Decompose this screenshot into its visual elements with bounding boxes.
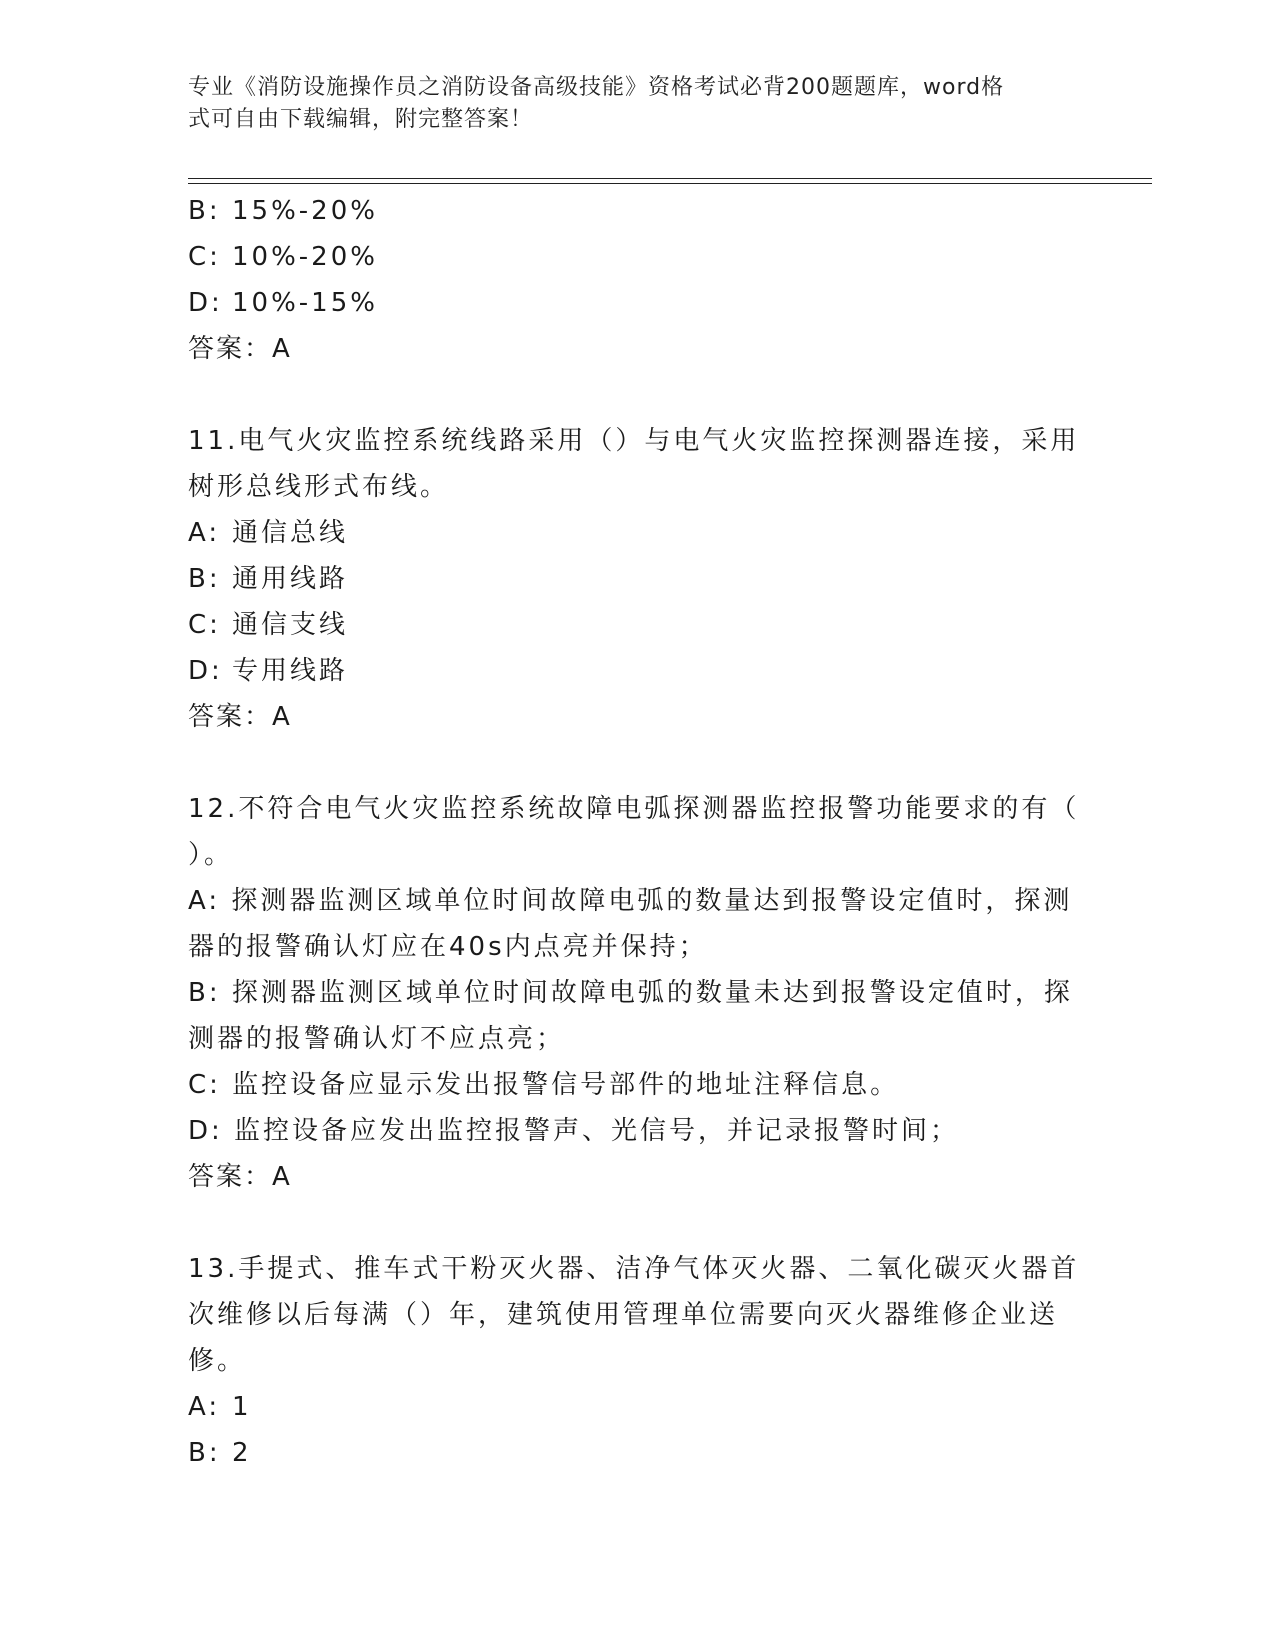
option-text: 专用线路 (232, 656, 349, 686)
option-b (188, 556, 1088, 602)
option-b (188, 188, 1088, 234)
option-letter: A: (188, 518, 221, 548)
option-d: D: 监控设备应发出监控报警声、光信号，并记录报警时间； (188, 1116, 960, 1146)
header-title-line-1: 专业《消防设施操作员之消防设备高级技能》资格考试必背200题题库，word格 (188, 75, 1005, 100)
question-stem: 13.手提式、推车式干粉灭火器、洁净气体灭火器、二氧化碳灭火器首 (188, 1254, 1080, 1284)
question-stem: 12.不符合电气火灾监控系统故障电弧探测器监控报警功能要求的有（ (188, 794, 1080, 824)
option-text: 通信支线 (232, 610, 349, 640)
option-letter: B: (188, 564, 221, 594)
answer-line: 答案：A (188, 702, 292, 732)
question-stem-cont: 修。 (188, 1346, 247, 1376)
option-c (188, 234, 1088, 280)
document-header (188, 72, 1068, 136)
option-a (188, 510, 1088, 556)
option-letter: A: (188, 1392, 221, 1422)
option-letter: B: (188, 1438, 221, 1468)
question-content (188, 188, 1088, 1476)
option-d (188, 648, 1088, 694)
header-rule-bottom (188, 183, 1152, 184)
header-title-line-2: 式可自由下载编辑，附完整答案！ (188, 107, 534, 132)
question-11 (188, 418, 1088, 740)
option-a (188, 1384, 1088, 1430)
option-letter: C: (188, 610, 221, 640)
option-b (188, 1430, 1088, 1476)
answer-line: 答案：A (188, 1162, 292, 1192)
option-b-cont: 测器的报警确认灯不应点亮； (188, 1024, 566, 1054)
option-b: B: 探测器监测区域单位时间故障电弧的数量未达到报警设定值时，探 (188, 978, 1073, 1008)
option-a-cont: 器的报警确认灯应在40s内点亮并保持； (188, 932, 708, 962)
option-text: 15%-20% (232, 196, 378, 226)
spacer (188, 372, 1088, 418)
option-text: 10%-15% (232, 288, 378, 318)
option-c (188, 602, 1088, 648)
spacer (188, 740, 1088, 786)
option-a: A: 探测器监测区域单位时间故障电弧的数量达到报警设定值时，探测 (188, 886, 1073, 916)
spacer (188, 1200, 1088, 1246)
option-letter: D: (188, 656, 223, 686)
question-stem: 11.电气火灾监控系统线路采用（）与电气火灾监控探测器连接，采用 (188, 426, 1080, 456)
question-12 (188, 786, 1088, 1200)
option-letter: B: (188, 196, 221, 226)
header-rule-top (188, 178, 1152, 179)
option-text: 1 (232, 1392, 252, 1422)
option-text: 10%-20% (232, 242, 378, 272)
answer-line: 答案：A (188, 334, 292, 364)
option-text: 2 (232, 1438, 252, 1468)
option-text: 通用线路 (232, 564, 349, 594)
question-13 (188, 1246, 1088, 1476)
option-letter: D: (188, 288, 223, 318)
question-stem-cont: 次维修以后每满（）年，建筑使用管理单位需要向灭火器维修企业送 (188, 1300, 1059, 1330)
question-stem-cont: ）。 (188, 840, 234, 870)
option-d (188, 280, 1088, 326)
prev-question-block (188, 188, 1088, 372)
option-text: 通信总线 (232, 518, 349, 548)
question-stem-cont: 树形总线形式布线。 (188, 472, 450, 502)
option-c: C: 监控设备应显示发出报警信号部件的地址注释信息。 (188, 1070, 900, 1100)
option-letter: C: (188, 242, 221, 272)
